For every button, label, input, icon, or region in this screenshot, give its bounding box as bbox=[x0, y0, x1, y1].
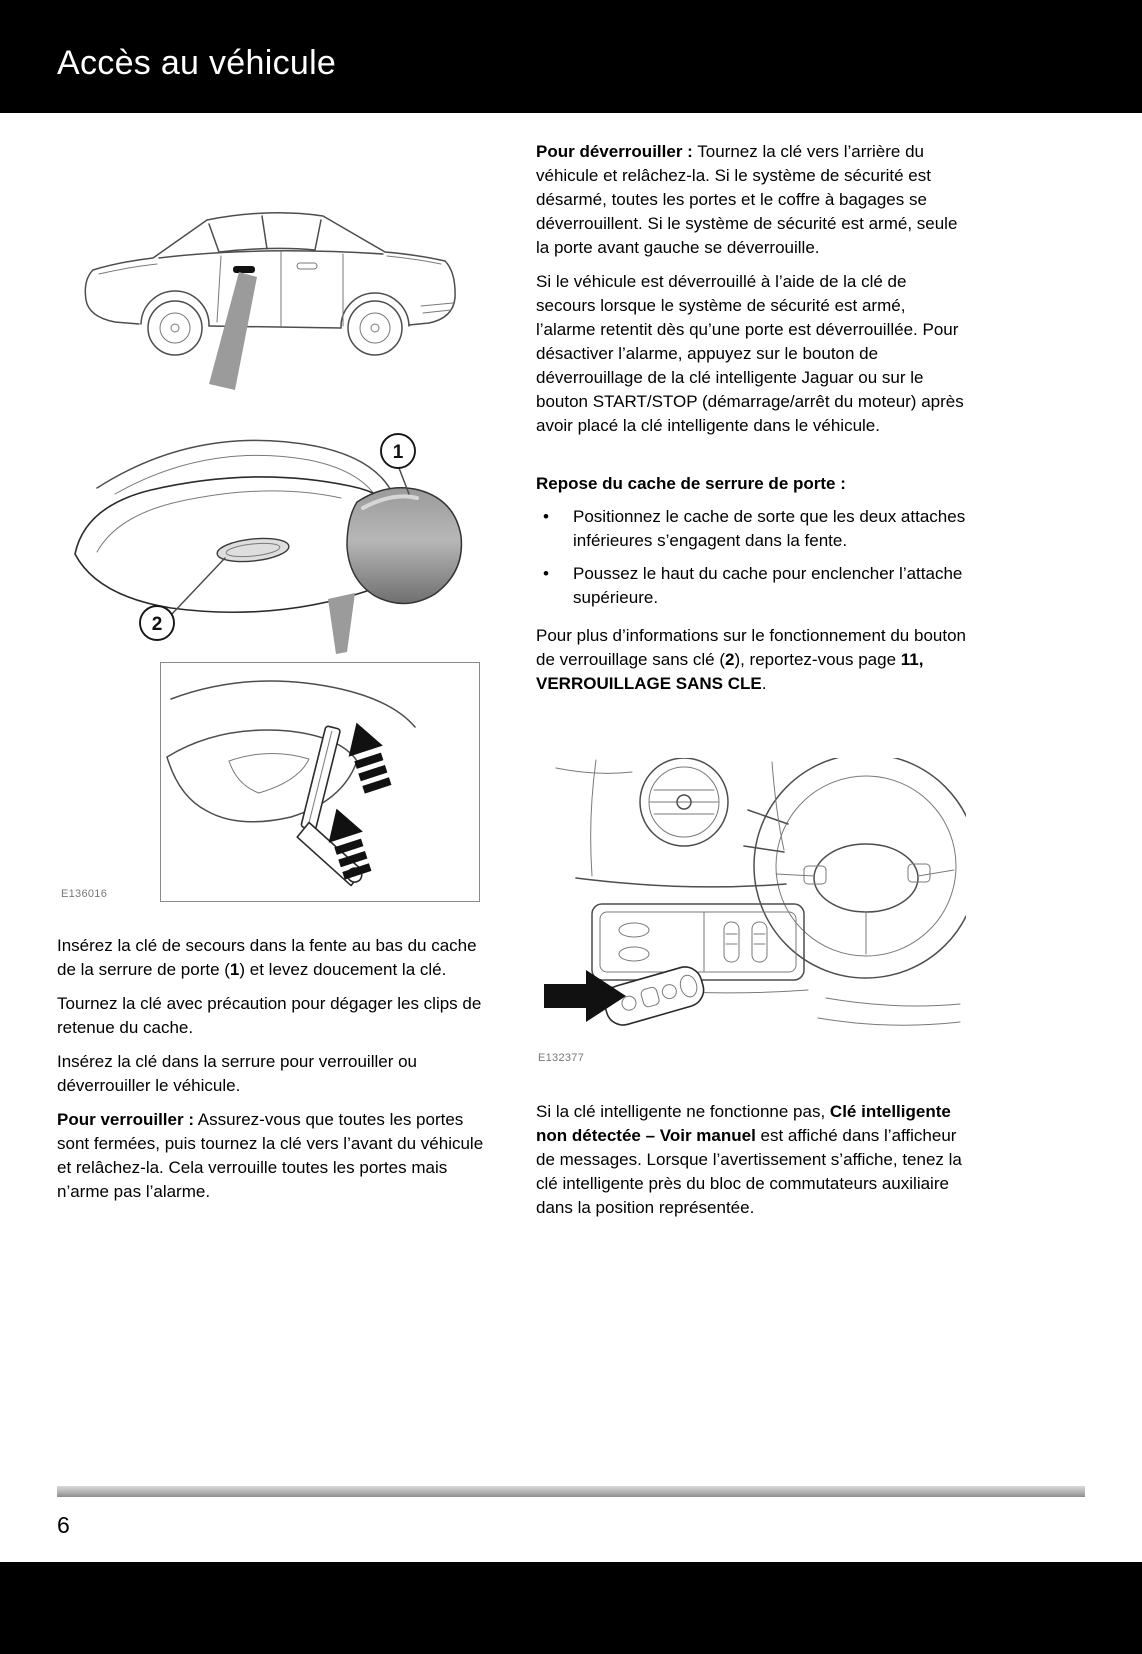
door-handle-illustration bbox=[57, 396, 489, 658]
auxiliary-switch-panel bbox=[592, 904, 804, 980]
text-segment: ) et levez doucement la clé. bbox=[239, 960, 447, 979]
paragraph: Insérez la clé dans la serrure pour verrouiller ou déverrouiller le véhicule. bbox=[57, 1052, 418, 1095]
pointer-arrow bbox=[328, 593, 355, 654]
pointer-arrow bbox=[209, 272, 257, 390]
dashboard-illustration bbox=[536, 758, 966, 1040]
left-column bbox=[57, 140, 489, 1214]
footer-divider bbox=[57, 1486, 1085, 1497]
text-segment: ), reportez-vous page bbox=[734, 650, 901, 669]
bullet-marker: • bbox=[543, 564, 549, 583]
paragraph bbox=[536, 1100, 966, 1220]
paragraph: Tournez la clé avec précaution pour dégager les clips de retenue du cache. bbox=[57, 994, 482, 1037]
page-number: 6 bbox=[57, 1512, 70, 1538]
paragraph: Si le véhicule est déverrouillé à l’aide de la clé de secours lorsque le système de sécurité est armé, l’alarme retentit dès qu’une porte est déverrouillée. Pour désactiver l’alarme, appuyez sur le bouton de déverrouillage de la clé intelligente Jaguar ou sur le bouton START/STOP (démarrage/arrêt du moteur) après avoir placé la clé intelligente dans le véhicule. bbox=[536, 272, 964, 435]
text-segment-bold: 11, VERROUILLAGE SANS CLE bbox=[536, 650, 924, 693]
text-segment-bold: Pour déverrouiller : bbox=[536, 142, 693, 161]
text-segment: Si la clé intelligente ne fonctionne pas, bbox=[536, 1102, 830, 1121]
callout-label-1: 1 bbox=[392, 442, 404, 463]
text-segment: Tournez la clé vers l’arrière du véhicule et relâchez-la. Si le système de sécurité est désarmé, toutes les portes et le coffre à bagages se déverrouillent. Si le système de sécurité est armé, seule la porte avant gauche se déverrouille. bbox=[536, 142, 958, 257]
paragraph bbox=[536, 140, 966, 260]
left-text-block bbox=[57, 934, 489, 1204]
car-illustration bbox=[57, 160, 489, 392]
text-segment: Insérez la clé de secours dans la fente au bas du cache de la serrure de porte ( bbox=[57, 936, 477, 979]
figure-code: E132377 bbox=[538, 1052, 585, 1064]
list-item bbox=[536, 505, 966, 553]
key-insertion-figure-row bbox=[57, 662, 489, 910]
paragraph bbox=[536, 624, 966, 696]
list-item bbox=[536, 562, 966, 610]
text-segment-bold: Pour verrouiller : bbox=[57, 1110, 194, 1129]
text-segment: Poussez le haut du cache pour enclencher l’attache supérieure. bbox=[573, 564, 963, 607]
paragraph bbox=[57, 1108, 489, 1204]
right-column bbox=[536, 140, 966, 1230]
paragraph bbox=[57, 934, 489, 982]
text-segment: Pour plus d’informations sur le fonctionnement du bouton de verrouillage sans clé ( bbox=[536, 626, 966, 669]
footer-bar bbox=[0, 1562, 1142, 1654]
bullet-marker: • bbox=[543, 507, 549, 526]
section-heading: Repose du cache de serrure de porte : bbox=[536, 474, 846, 493]
page-title: Accès au véhicule bbox=[57, 44, 337, 82]
text-segment-bold: 2 bbox=[724, 650, 735, 669]
text-segment: Positionnez le cache de sorte que les deux attaches inférieures s’engagent dans la fente. bbox=[573, 507, 966, 550]
callout-label-2: 2 bbox=[151, 614, 163, 635]
text-segment-bold: 1 bbox=[229, 960, 240, 979]
figure-code: E136016 bbox=[61, 888, 108, 900]
bullet-list bbox=[536, 505, 966, 610]
page-header bbox=[0, 0, 1142, 113]
text-segment-bold: Clé intelligente non détectée – Voir manuel bbox=[536, 1102, 951, 1145]
lift-arrow-upper bbox=[339, 717, 395, 795]
lock-cover bbox=[347, 488, 461, 604]
text-segment: est affiché dans l’afficheur de messages. Lorsque l’avertissement s’affiche, tenez la clé intelligente près du bloc de commutateurs auxiliaire dans la position représentée. bbox=[536, 1126, 962, 1217]
text-segment: . bbox=[761, 674, 767, 693]
text-segment: Assurez-vous que toutes les portes sont fermées, puis tournez la clé vers l’avant du véhicule et relâchez-la. Cela verrouille toutes les portes mais n’arme pas l’alarme. bbox=[57, 1110, 484, 1201]
key-insertion-inset bbox=[160, 662, 480, 902]
door-handle-marker bbox=[233, 266, 255, 273]
key-insertion-illustration bbox=[161, 663, 479, 901]
